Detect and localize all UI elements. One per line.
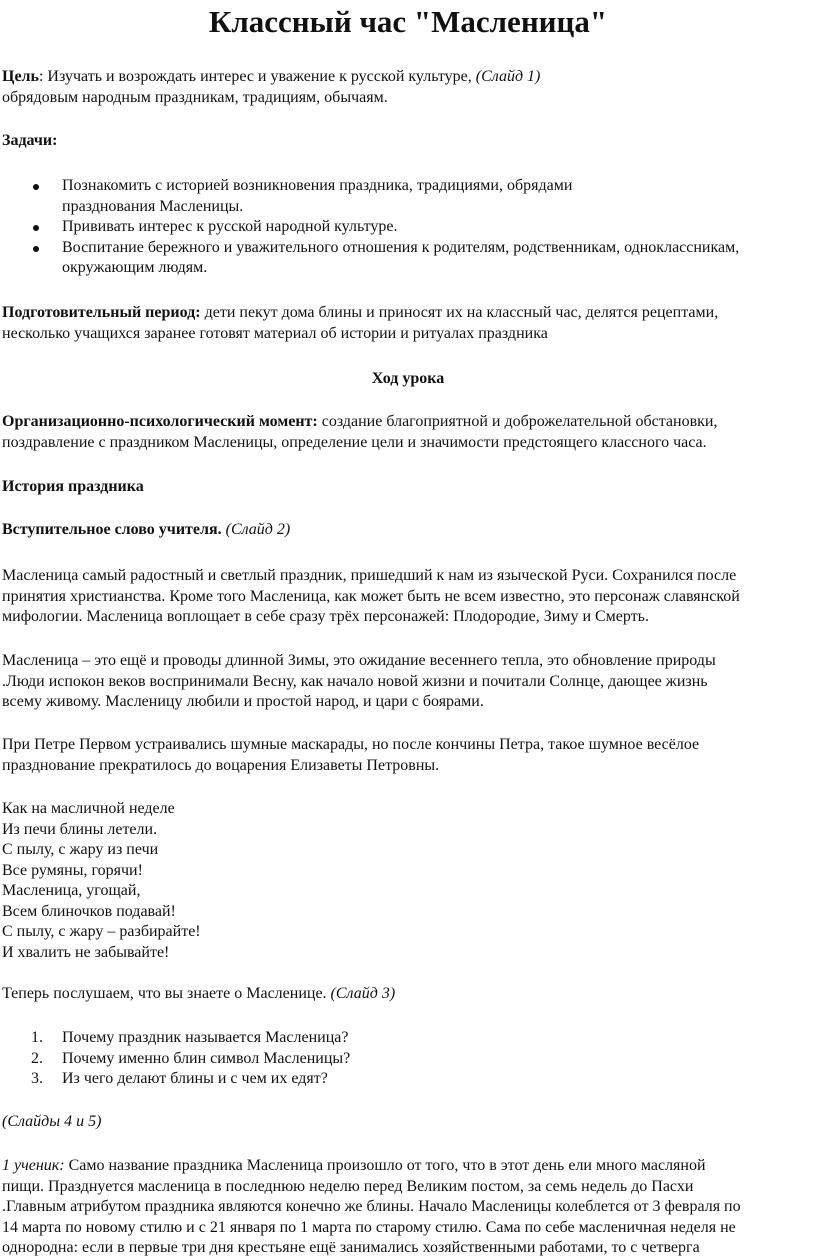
task-text: Прививать интерес к русской народной культуре. (62, 218, 398, 235)
prep-label: Подготовительный период: (2, 304, 201, 321)
history-paragraph-3 (2, 735, 814, 776)
poem-line: Из печи блины летели. (2, 820, 158, 838)
text-line: Масленица самый радостный и светлый праздник, пришедший к нам из языческой Руси. Сохранился после (2, 567, 737, 584)
tasks-list-item (0, 238, 816, 279)
poem-line: С пылу, с жару – разбирайте! (2, 923, 201, 940)
text-line: принятия христианства. Кроме того Масленица, как может быть не всем известно, это персонаж славянской (2, 587, 740, 605)
bullet-icon (33, 225, 39, 231)
poem-line: И хвалить не забывайте! (2, 943, 170, 961)
org-text-2: поздравление с праздником Масленицы, определение цели и значимости предстоящего классного часа. (2, 433, 707, 451)
student1-label: 1 ученик: (2, 1157, 65, 1174)
intro-label: Вступительное слово учителя. (2, 521, 222, 538)
slides-ref-text: (Слайды 4 и 5) (2, 1113, 102, 1130)
task-text: окружающим людям. (62, 259, 208, 276)
prep-text-1: дети пекут дома блины и приносят их на классный час, делятся рецептами, (200, 304, 719, 321)
history-heading (2, 477, 814, 498)
quiz-text: Теперь послушаем, что вы знаете о Масленице. (2, 985, 331, 1002)
student1-paragraph (2, 1156, 814, 1259)
goal-text-2: обрядовым народным праздникам, традициям, обычаям. (2, 88, 388, 106)
lesson-heading: Ход урока (371, 370, 445, 387)
quiz-question (0, 1049, 816, 1070)
text-line: всему живому. Масленицу любили и простой народ, и цари с боярами. (2, 693, 484, 710)
prep-paragraph (2, 303, 814, 344)
text-line: пищи. Празднуется масленица в последнюю неделю перед Великим постом, за семь недель до Пасхи (2, 1177, 694, 1195)
prep-text-2: несколько учащихся заранее готовят материал об истории и ритуалах праздника (2, 324, 548, 342)
tasks-label: Задачи: (2, 132, 58, 149)
question-text: Из чего делают блины и с чем их едят? (62, 1070, 328, 1087)
goal-text-1: : Изучать и возрождать интерес и уважение к русской культуре, (38, 68, 476, 85)
bullet-icon (33, 246, 39, 252)
org-label: Организационно-психологический момент: (2, 413, 318, 430)
goal-slide-ref: (Слайд 1) (475, 68, 541, 85)
text-line: Само название праздника Масленица произошло от того, что в этот день ели много масляной (64, 1157, 706, 1174)
task-text: Воспитание бережного и уважительного отношения к родителям, родственникам, одноклассникам, (62, 238, 740, 256)
quiz-question (0, 1069, 816, 1090)
poem-line: Масленица, угощай, (2, 882, 141, 899)
goal-paragraph (2, 67, 814, 108)
quiz-questions (0, 1028, 816, 1090)
poem (2, 799, 814, 963)
poem-line: С пылу, с жару из печи (2, 841, 159, 858)
poem-line: Как на масличной неделе (2, 800, 175, 817)
tasks-list-item (0, 217, 816, 238)
text-line: .Главным атрибутом праздника являются конечно же блины. Начало Масленицы колеблется от 3 февраля по (2, 1198, 741, 1215)
poem-line: Всем блиночков подавай! (2, 902, 176, 920)
text-line: 14 марта по новому стилю и с 21 января по 1 марта по старому стилю. Сама по себе масленичная неделя не (2, 1218, 736, 1236)
org-paragraph (2, 412, 814, 453)
question-number: 1. (31, 1029, 43, 1046)
document-title: Классный час "Масленица" (208, 4, 608, 39)
goal-label: Цель (2, 68, 39, 85)
tasks-list (0, 176, 816, 279)
text-line: мифологии. Масленица воплощает в себе сразу трёх персонажей: Плодородие, Зиму и Смерть. (2, 608, 649, 625)
org-text-1: создание благоприятной и доброжелательной обстановки, (317, 413, 718, 430)
quiz-slide-ref: (Слайд 3) (330, 985, 396, 1002)
poem-line: Все румяны, горячи! (2, 861, 143, 879)
question-text: Почему именно блин символ Масленицы? (62, 1049, 351, 1067)
history-paragraph-2 (2, 651, 814, 713)
question-text: Почему праздник называется Масленица? (62, 1029, 349, 1046)
text-line: Масленица – это ещё и проводы длинной Зимы, это ожидание весеннего тепла, это обновление природы (2, 652, 716, 669)
text-line: празднование прекратилось до воцарения Елизаветы Петровны. (2, 756, 440, 774)
text-line: При Петре Первом устраивались шумные маскарады, но после кончины Петра, такое шумное весёлое (2, 736, 700, 753)
question-number: 3. (31, 1070, 43, 1087)
text-line: .Люди испокон веков воспринимали Весну, как начало новой жизни и почитали Солнце, дающее жизнь (2, 672, 708, 690)
slides-ref (2, 1112, 814, 1133)
quiz-question (0, 1028, 816, 1049)
tasks-heading (2, 131, 814, 152)
task-text: Познакомить с историей возникновения праздника, традициями, обрядами (62, 177, 573, 194)
intro-paragraph (2, 520, 814, 541)
history-heading-text: История праздника (2, 478, 144, 495)
intro-slide-ref: (Слайд 2) (221, 521, 291, 538)
question-number: 2. (31, 1049, 43, 1067)
history-paragraph-1 (2, 566, 814, 628)
task-text: празднования Масленицы. (62, 197, 244, 215)
text-line: однородна: если в первые три дня крестьяне ещё занимались хозяйственными работами, то с четверга (2, 1239, 700, 1256)
tasks-list-item (0, 176, 816, 217)
bullet-icon (33, 184, 39, 190)
quiz-intro (2, 984, 814, 1005)
